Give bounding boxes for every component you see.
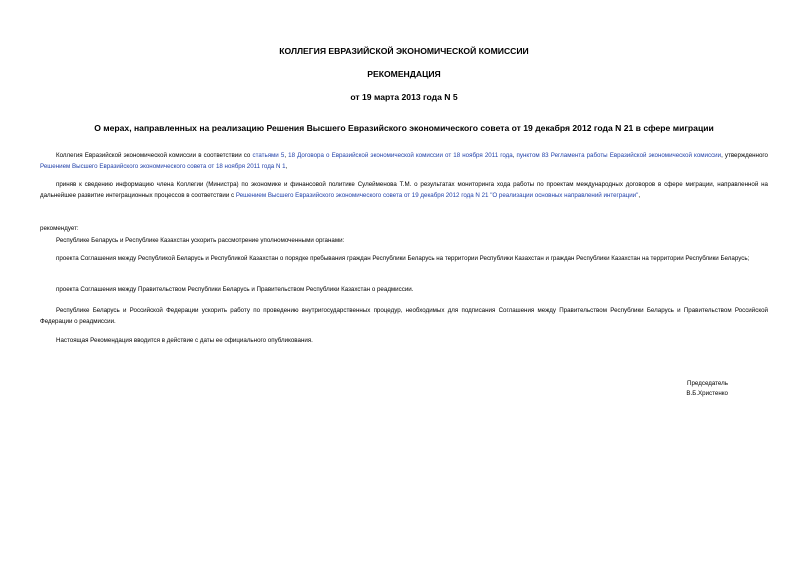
preamble-text-5: , [285, 162, 288, 170]
recommendation-paragraph-1: Республике Беларусь и Республике Казахстан ускорить рассмотрение уполномоченными органами: [56, 237, 345, 244]
preamble-text-2: , [284, 152, 289, 159]
recommendation-paragraph-2: Республике Беларусь и Российской Федерации ускорить работу по проведению внутригосударственных процедур, необходимых для подписания Соглашения между Правительством Республики Беларусь и Правительством Российской Федерации о реадмиссии. [40, 307, 768, 325]
signature-title: Председатель [687, 380, 728, 387]
link-article-5[interactable]: статьями 5 [252, 152, 285, 159]
document-date-heading: от 19 марта 2013 года N 5 [350, 92, 458, 102]
draft-agreement-stay-paragraph: проекта Соглашения между Республикой Беларусь и Республикой Казахстан о порядке пребывания граждан Республики Беларусь на территории Республики Казахстан и граждан Республики Казахстан на территории Республики Беларусь; [56, 255, 750, 262]
considering-text-1: приняв к сведению информацию члена Коллегии (Министра) по экономике и финансовой политике Сулейменова Т.М. о результатах мониторинга хода работы по проектам международных договоров в сфере миграции, направленной на дальнейшее развитие интеграционных процессов в соответствии с [40, 181, 768, 199]
preamble-paragraph [40, 151, 768, 172]
preamble-text-1: Коллегия Евразийской экономической комиссии в соответствии со [56, 152, 253, 159]
link-regulation-paragraph-83[interactable]: пунктом 83 Регламента работы Евразийской экономической комиссии [516, 152, 722, 159]
draft-agreement-readmission-kz-paragraph: проекта Соглашения между Правительством Республики Беларусь и Правительством Республики Казахстан о реадмиссии. [56, 286, 414, 293]
link-decision-n1[interactable]: Решением Высшего Евразийского экономического совета от 18 ноября 2011 года N 1 [40, 162, 286, 170]
considering-text-2: , [638, 191, 641, 199]
document-subject-heading: О мерах, направленных на реализацию Решения Высшего Евразийского экономического совета от 19 декабря 2012 года N 21 в сфере миграции [94, 123, 714, 133]
entry-into-force-paragraph: Настоящая Рекомендация вводится в действие с даты ее официального опубликования. [56, 337, 313, 344]
preamble-text-4: , утвержденного [721, 152, 768, 159]
link-article-18-treaty[interactable]: 18 Договора о Евразийской экономической комиссии от 18 ноября 2011 года [288, 152, 513, 159]
considering-paragraph [40, 180, 768, 201]
document-type-heading: РЕКОМЕНДАЦИЯ [367, 69, 441, 79]
recommends-label: рекомендует: [40, 225, 79, 232]
preamble-text-3: , [512, 152, 517, 159]
link-decision-n21[interactable]: Решением Высшего Евразийского экономического совета от 19 декабря 2012 года N 21 "О реализации основных направлений интеграции" [235, 191, 639, 199]
organization-heading: КОЛЛЕГИЯ ЕВРАЗИЙСКОЙ ЭКОНОМИЧЕСКОЙ КОМИССИИ [279, 46, 529, 56]
signature-name: В.Б.Христенко [686, 390, 728, 397]
